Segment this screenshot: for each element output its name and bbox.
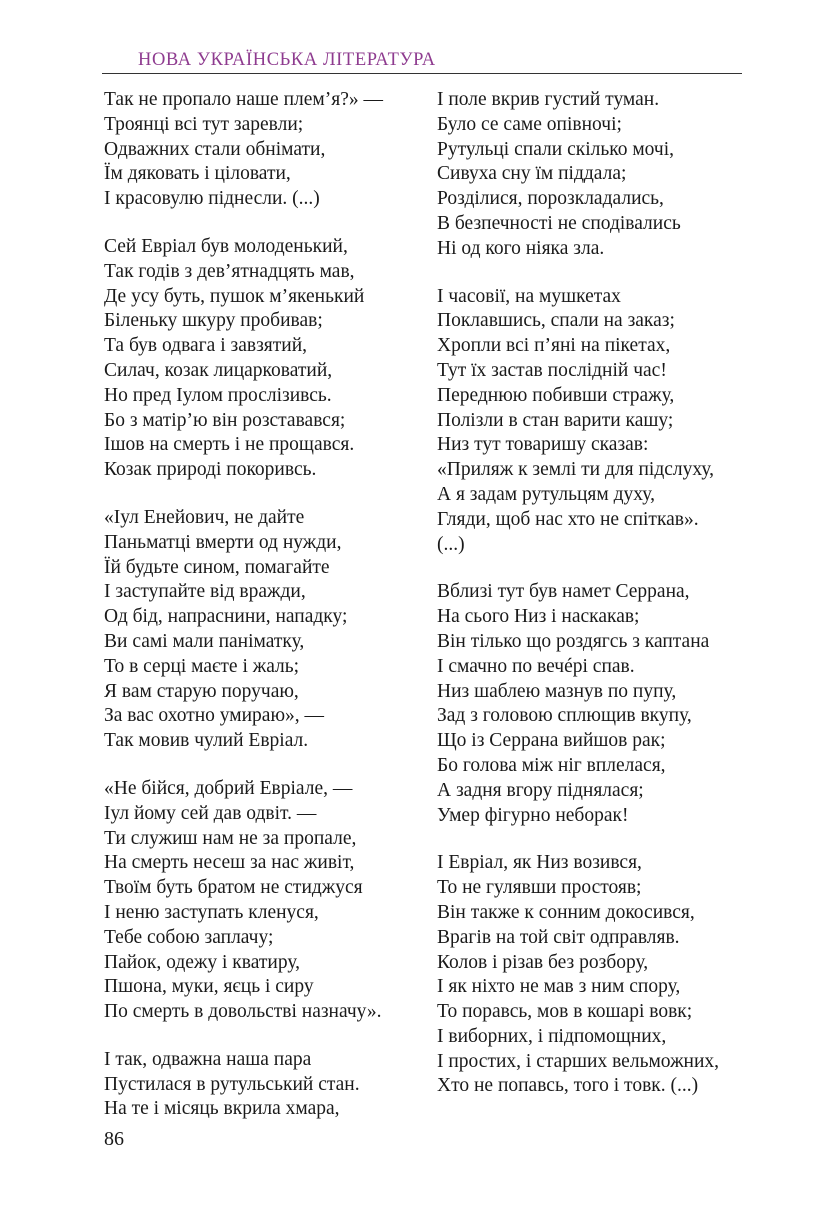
verse-line: Так не пропало наше плем’я?» — bbox=[104, 89, 383, 110]
verse-line: І неню заступать кленуся, bbox=[104, 901, 319, 923]
verse-line: Зад з головою сплющив вкупу, bbox=[437, 705, 692, 727]
verse-line: Низ тут товаришу сказав: bbox=[437, 434, 649, 456]
verse-line: І красовулю піднесли. (...) bbox=[104, 188, 320, 210]
verse-line: Пшона, муки, яєць і сиру bbox=[104, 976, 314, 998]
right-column bbox=[437, 88, 755, 1122]
verse-line: «Приляж к землі ти для підслуху, bbox=[437, 459, 715, 481]
verse-line: Вблизі тут був намет Серрана, bbox=[437, 581, 690, 603]
stanza bbox=[437, 88, 755, 262]
stanza bbox=[104, 235, 422, 483]
header-rule bbox=[102, 73, 742, 74]
verse-line: І виборних, і підпомощних, bbox=[437, 1025, 667, 1047]
left-column bbox=[104, 88, 422, 1145]
verse-line: І заступайте від вражди, bbox=[104, 581, 306, 603]
verse-line: Ні од кого ніяка зла. bbox=[437, 237, 605, 259]
verse-line: Їм дяковать і цiловати, bbox=[104, 163, 291, 185]
verse-line: Бо голова між ніг вплелася, bbox=[437, 754, 666, 776]
running-header: НОВА УКРАЇНСЬКА ЛІТЕРАТУРА bbox=[138, 50, 436, 70]
verse-line: Твоїм буть братом не стиджуся bbox=[104, 877, 363, 899]
verse-line: На сього Низ і наскакав; bbox=[437, 606, 640, 628]
verse-line: Біленьку шкуру пробивав; bbox=[104, 310, 323, 332]
verse-line: Іул йому сей дав одвіт. — bbox=[104, 802, 317, 824]
verse-line: Так годів з дев’ятнадцять мав, bbox=[104, 260, 355, 282]
stanza bbox=[104, 506, 422, 754]
stanza bbox=[437, 580, 755, 828]
verse-line: Врагів на той світ одправляв. bbox=[437, 926, 680, 948]
verse-line: І смачно по вечéрі спав. bbox=[437, 655, 635, 677]
verse-line: Ти служиш нам не за пропале, bbox=[104, 827, 357, 849]
verse-line: Умер фігурно неборак! bbox=[437, 804, 629, 826]
verse-line: Хропли всі п’яні на пікетах, bbox=[437, 335, 671, 357]
verse-line: (...) bbox=[437, 533, 465, 555]
verse-line: Пайок, одежу і кватиру, bbox=[104, 951, 300, 973]
verse-line: І як ніхто не мав з ним спору, bbox=[437, 976, 681, 998]
verse-line: Де усу буть, пушок м’якенький bbox=[104, 285, 365, 307]
verse-line: Було се саме опівночі; bbox=[437, 113, 622, 135]
verse-line: Що із Серрана вийшов рак; bbox=[437, 730, 666, 752]
verse-line: Він также к сонним докосився, bbox=[437, 901, 695, 923]
verse-line: На смерть несеш за нас живіт, bbox=[104, 852, 355, 874]
verse-line: І так, одважна наша пара bbox=[104, 1048, 312, 1070]
verse-line: Та був одвага і завзятий, bbox=[104, 335, 308, 357]
verse-line: То в серці маєте і жаль; bbox=[104, 655, 300, 677]
stanza bbox=[104, 1048, 422, 1122]
stanza bbox=[104, 88, 422, 212]
verse-line: Поклавшись, спали на заказ; bbox=[437, 310, 675, 332]
verse-line: І поле вкрив густий туман. bbox=[437, 89, 660, 110]
verse-line: «Іул Енейович, не дайте bbox=[104, 506, 305, 528]
verse-line: Сей Евріал був молоденький, bbox=[104, 235, 348, 257]
verse-line: І простих, і старших вельможних, bbox=[437, 1050, 720, 1072]
verse-line: І часовії, на мушкетах bbox=[437, 285, 621, 307]
verse-line: Бо з матір’ю він розставався; bbox=[104, 409, 346, 431]
verse-line: Паньматці вмерти од нужди, bbox=[104, 531, 342, 553]
verse-line: Так мовив чулий Евріал. bbox=[104, 730, 309, 752]
verse-line: Ішов на смерть і не прощався. bbox=[104, 434, 355, 456]
verse-line: А я задам рутульцям духу, bbox=[437, 483, 655, 505]
stanza bbox=[104, 777, 422, 1025]
verse-line: А задня вгору піднялася; bbox=[437, 779, 644, 801]
verse-line: Я вам старую поручаю, bbox=[104, 680, 299, 702]
verse-line: Рутульці спали скілько мочі, bbox=[437, 138, 675, 160]
verse-line: Силач, козак лицарковатий, bbox=[104, 359, 333, 381]
verse-line: Тебе собою заплачу; bbox=[104, 926, 274, 948]
verse-line: Хто не попавсь, того і товк. (...) bbox=[437, 1075, 699, 1097]
stanza bbox=[437, 285, 755, 558]
stanza bbox=[437, 851, 755, 1099]
verse-line: То поравсь, мов в кошарі вовк; bbox=[437, 1001, 693, 1023]
verse-line: То не гулявши простояв; bbox=[437, 877, 642, 899]
verse-line: На те і місяць вкрила хмара, bbox=[104, 1098, 340, 1120]
verse-line: І Евріал, як Низ возився, bbox=[437, 852, 642, 874]
verse-line: Низ шаблею мазнув по пупу, bbox=[437, 680, 677, 702]
verse-line: Він тілько що роздягсь з каптана bbox=[437, 630, 710, 652]
verse-line: Їй будьте сином, помагайте bbox=[104, 556, 330, 578]
verse-line: Переднюю побивши стражу, bbox=[437, 384, 675, 406]
verse-line: По смерть в довольстві назначу». bbox=[104, 1001, 382, 1023]
verse-line: Розділися, порозкладались, bbox=[437, 188, 664, 210]
verse-line: Од бід, напраснини, нападку; bbox=[104, 606, 348, 628]
verse-line: «Не бійся, добрий Евріале, — bbox=[104, 777, 353, 799]
verse-line: Троянці всі тут заревли; bbox=[104, 113, 304, 135]
verse-line: Одважних стали обнімати, bbox=[104, 138, 326, 160]
verse-line: Козак природі покоривсь. bbox=[104, 459, 317, 481]
verse-line: Но пред Іулом прослізивсь. bbox=[104, 384, 332, 406]
verse-line: Тут їх застав послідній час! bbox=[437, 359, 667, 381]
verse-line: Сивуха сну їм піддала; bbox=[437, 163, 627, 185]
verse-line: Гляди, щоб нас хто не спіткав». bbox=[437, 508, 699, 530]
verse-line: Колов і різав без розбору, bbox=[437, 951, 649, 973]
page-number: 86 bbox=[104, 1128, 124, 1150]
verse-line: Полізли в стан варити кашу; bbox=[437, 409, 674, 431]
verse-line: Ви самі мали панiматку, bbox=[104, 630, 305, 652]
verse-line: За вас охотно умираю», — bbox=[104, 705, 325, 727]
verse-line: Пустилася в рутульський стан. bbox=[104, 1073, 360, 1095]
verse-line: В безпечності не сподівались bbox=[437, 212, 681, 234]
